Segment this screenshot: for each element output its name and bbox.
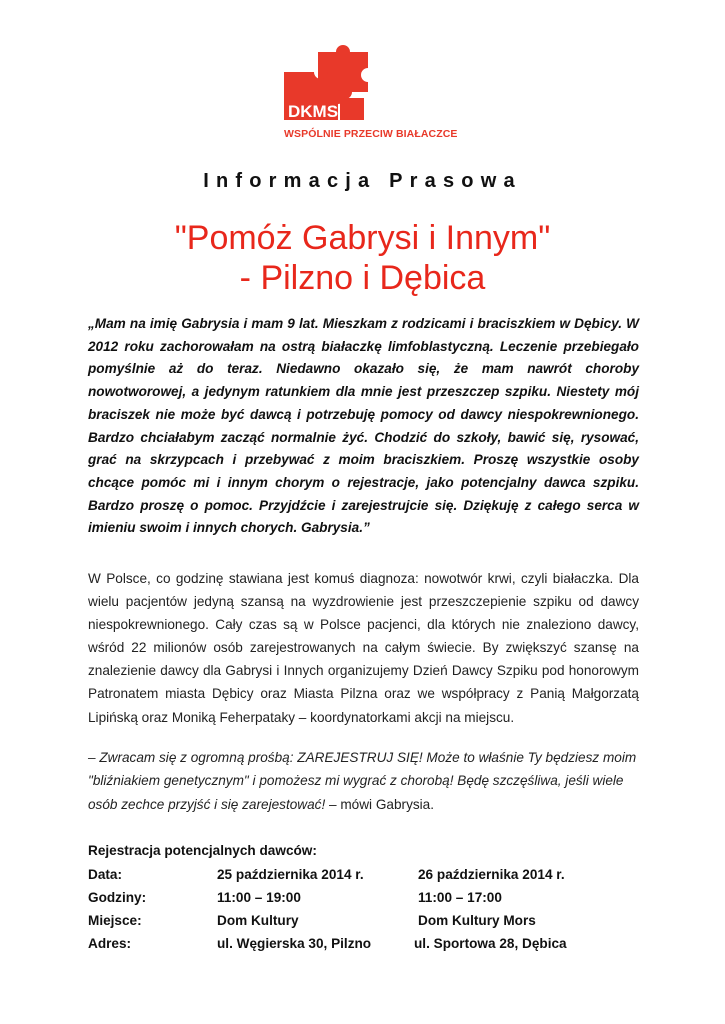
plea-paragraph [88,746,639,816]
row-value-debica: 26 października 2014 r. [418,867,565,882]
row-value-debica: 11:00 – 17:00 [418,890,502,905]
row-value-pilzno: 11:00 – 19:00 [217,890,301,905]
row-value-pilzno: ul. Węgierska 30, Pilzno [217,936,372,951]
registration-row-address [88,936,648,958]
registration-row-hours [88,890,648,912]
logo-tagline: WSPÓLNIE PRZECIW BIAŁACZCE [284,128,458,140]
row-label: Data: [88,867,122,882]
title-line-2: - Pilzno i Dębica [239,259,486,297]
registration-row-place [88,913,648,935]
registration-heading: Rejestracja potencjalnych dawców: [88,843,317,858]
registration-row-date [88,867,648,889]
row-label: Adres: [88,936,132,951]
row-label: Godziny: [88,890,147,905]
row-value-debica: ul. Sportowa 28, Dębica [414,936,567,951]
row-value-pilzno: 25 października 2014 r. [217,867,364,882]
title-line-1: "Pomóż Gabrysi i Innym" [174,219,551,257]
puzzle-logo-icon [278,40,456,132]
gabrysia-quote: „Mam na imię Gabrysia i mam 9 lat. Mieszkam z rodzicami i braciszkiem w Dębicy. W 2012 roku zachorowałam na ostrą białaczkę limfoblastyczną. Leczenie przebiegało pomyślnie aż do teraz. Niedawno okazało się, że mam nawrót choroby nowotworowej, a jedynym ratunkiem dla mnie jest przeszczep szpiku. Niestety mój braciszek nie może być dawcą i potrzebuję pomocy od dawcy niespokrewnionego. Bardzo chciałabym zacząć normalnie żyć. Chodzić do szkoły, bawić się, rysować, grać na skrzypcach i przebywać z moim braciszkiem. Proszę wszystkie osoby chcące pomóc mi i innym chorym o rejestracje, jako potencjalny dawca szpiku. Bardzo proszę o pomoc. Przyjdźcie i zarejestrujcie się. Dziękuję z całego serca w imieniu swoim i innych chorych. Gabrysia.” [88,316,639,536]
row-value-debica: Dom Kultury Mors [418,913,536,928]
page-title [0,218,725,298]
logo-wordmark: DKMS [288,102,339,121]
row-value-pilzno: Dom Kultury [217,913,299,928]
press-release-label: Informacja Prasowa [203,170,522,192]
body-paragraph: W Polsce, co godzinę stawiana jest komuś diagnoza: nowotwór krwi, czyli białaczka. Dla wielu pacjentów jedyną szansą na wyzdrowienie jest przeszczepienie szpiku od dawcy niespokrewnionego. Cały czas są w Polsce pacjenci, dla których nie znaleziono dawcy, wśród 22 milionów osób zarejestrowanych na całym świecie. By zwiększyć szansę na znalezienie dawcy dla Gabrysi i Innych organizujemy Dzień Dawcy Szpiku pod honorowym Patronatem miasta Dębicy oraz Miasta Pilzna oraz we współpracy z Panią Małgorzatą Lipińską oraz Moniką Feherpataky – koordynatorkami akcji na miejscu. [88,571,639,725]
dkms-logo [278,40,456,140]
row-label: Miejsce: [88,913,142,928]
plea-quote: – Zwracam się z ogromną prośbą: ZAREJESTRUJ SIĘ! Może to właśnie Ty będziesz moim "bliźniakiem genetycznym" i pomożesz mi wygrać z chorobą! Będę szczęśliwa, jeśli wiele osób zechce przyjść i się zarejestować! [88,750,637,812]
plea-attribution: – mówi Gabrysia. [325,796,435,812]
